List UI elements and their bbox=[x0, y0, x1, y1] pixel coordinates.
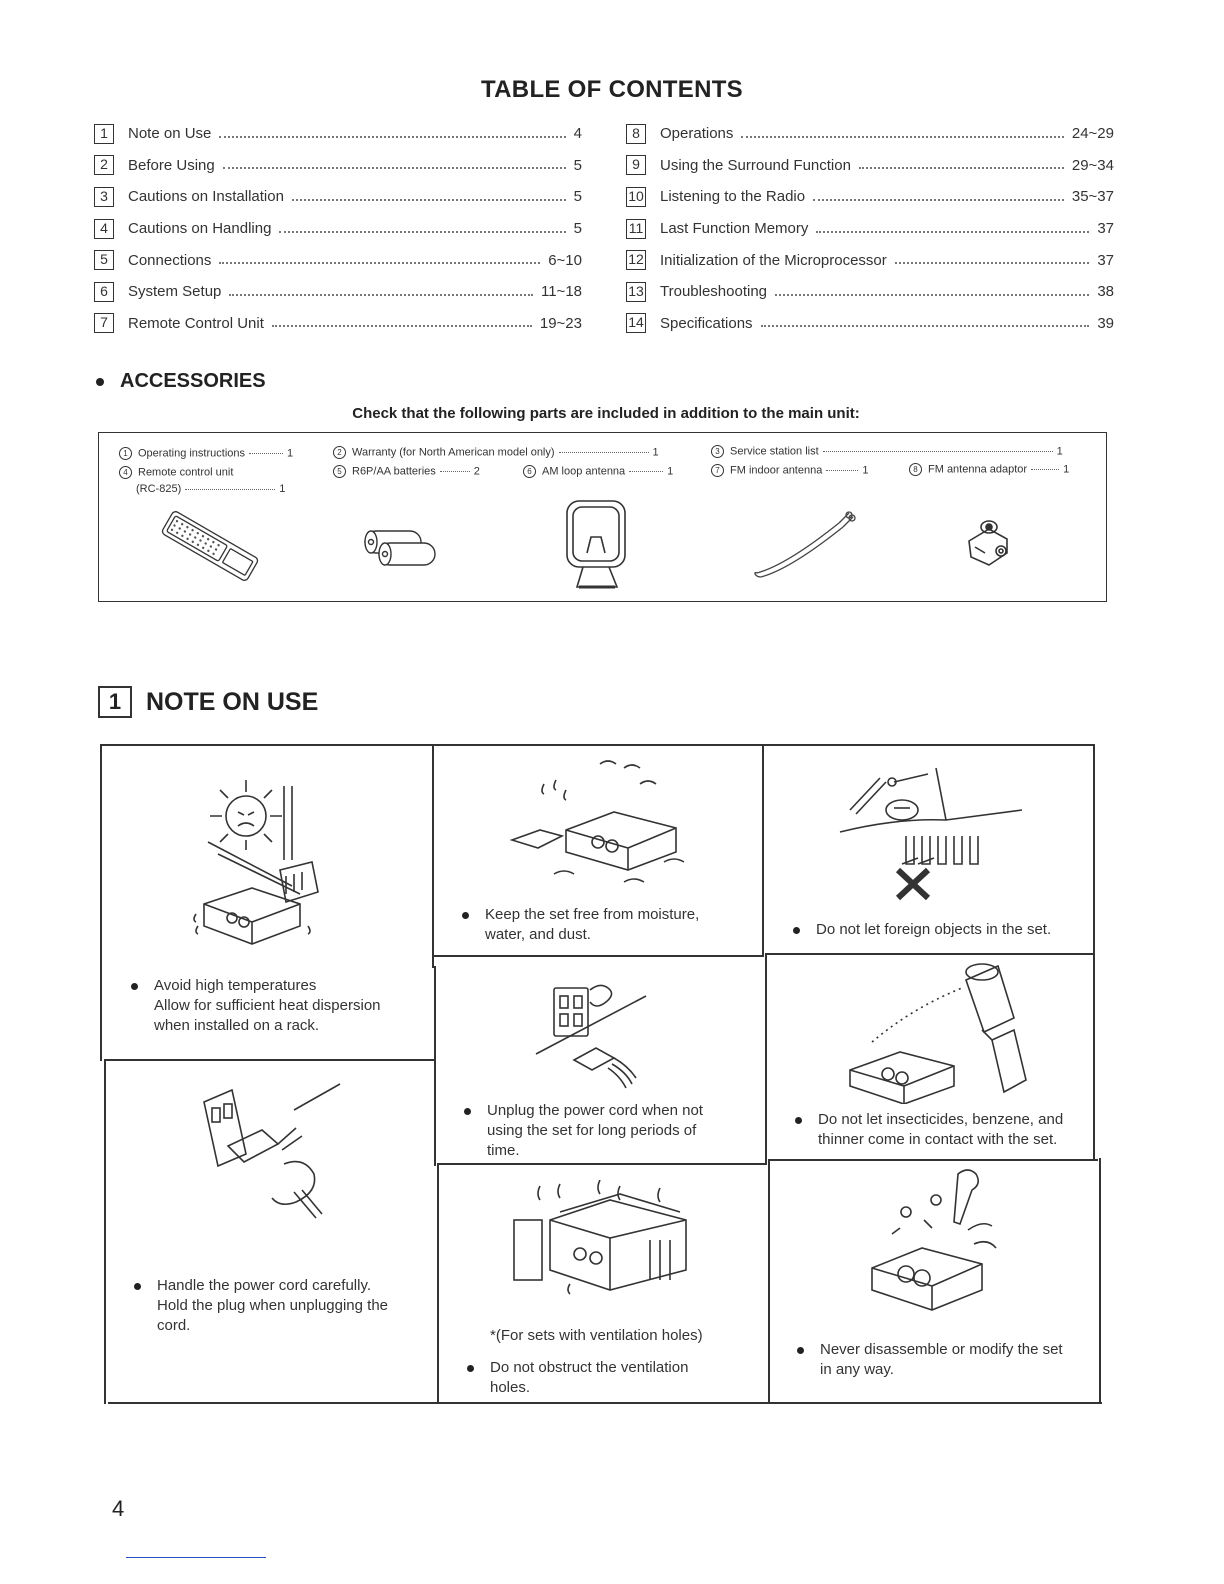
note-line: holes. bbox=[490, 1379, 531, 1396]
toc-number: 12 bbox=[626, 250, 646, 270]
accessories-box bbox=[98, 432, 1107, 602]
toc-entry[interactable] bbox=[626, 213, 1114, 245]
note-line: water, and dust. bbox=[485, 926, 591, 943]
grid-col2-a bbox=[762, 744, 764, 956]
note-line: Do not obstruct the ventilation bbox=[490, 1359, 689, 1376]
toc-leader bbox=[813, 199, 1064, 201]
note-ventilation-condition: *(For sets with ventilation holes) bbox=[490, 1327, 703, 1344]
toc-label: System Setup bbox=[128, 283, 222, 301]
toc-label: Last Function Memory bbox=[660, 220, 809, 238]
note-high-temperature bbox=[154, 976, 416, 1036]
item-leader bbox=[559, 452, 649, 453]
toc-number: 2 bbox=[94, 155, 114, 175]
note-line: cord. bbox=[157, 1317, 191, 1334]
item-number: 1 bbox=[119, 447, 132, 460]
toc-label: Using the Surround Function bbox=[660, 156, 851, 174]
grid-col1-b bbox=[434, 966, 436, 1166]
fm-indoor-antenna-illustration bbox=[749, 507, 869, 581]
note-line: Hold the plug when unplugging the bbox=[157, 1297, 389, 1314]
moisture-warning-illustration bbox=[504, 754, 704, 894]
toc-title: TABLE OF CONTENTS bbox=[481, 76, 743, 103]
toc-number: 13 bbox=[626, 282, 646, 302]
item-number: 7 bbox=[711, 464, 724, 477]
toc-number: 1 bbox=[94, 124, 114, 144]
toc-page: 11~18 bbox=[540, 283, 582, 301]
toc-entry[interactable] bbox=[94, 213, 582, 245]
note-disassemble bbox=[820, 1340, 1090, 1380]
item-qty: 1 bbox=[287, 447, 294, 460]
toc-page: 39 bbox=[1097, 314, 1114, 332]
note-unplug bbox=[487, 1101, 735, 1161]
note-line: in any way. bbox=[820, 1361, 894, 1378]
item-label: (RC-825) bbox=[136, 483, 182, 495]
note-power-cord bbox=[157, 1276, 419, 1336]
toc-entry[interactable] bbox=[94, 308, 582, 340]
page-number: 4 bbox=[112, 1496, 125, 1521]
toc-page: 19~23 bbox=[539, 314, 582, 332]
am-loop-antenna-illustration bbox=[561, 497, 631, 593]
bullet-icon bbox=[462, 912, 469, 919]
toc-leader bbox=[219, 262, 540, 264]
grid-row-mid-1 bbox=[434, 955, 764, 957]
toc-leader bbox=[775, 294, 1089, 296]
toc-number: 3 bbox=[94, 187, 114, 207]
toc-entry[interactable] bbox=[94, 244, 582, 276]
toc-entry[interactable] bbox=[626, 150, 1114, 182]
section-title: NOTE ON USE bbox=[146, 687, 319, 716]
item-number: 4 bbox=[119, 466, 132, 479]
toc-number: 5 bbox=[94, 250, 114, 270]
toc-number: 11 bbox=[626, 219, 646, 239]
item-number: 2 bbox=[333, 446, 346, 459]
toc-page: 29~34 bbox=[1071, 156, 1114, 174]
grid-row-right-1 bbox=[765, 953, 1095, 955]
grid-row-left bbox=[104, 1059, 434, 1061]
ventilation-illustration bbox=[510, 1180, 700, 1300]
toc-entry[interactable] bbox=[626, 118, 1114, 150]
grid-border-right-lower bbox=[1099, 1158, 1101, 1403]
toc-leader bbox=[292, 199, 566, 201]
toc-leader bbox=[761, 325, 1090, 327]
toc-label: Operations bbox=[660, 125, 734, 143]
toc-number: 6 bbox=[94, 282, 114, 302]
footer-rule bbox=[126, 1557, 266, 1558]
bullet-icon bbox=[797, 1347, 804, 1354]
remote-control-illustration bbox=[155, 511, 265, 581]
note-line: Do not let foreign objects in the set. bbox=[816, 921, 1052, 938]
toc-entry[interactable] bbox=[94, 118, 582, 150]
toc-leader bbox=[279, 231, 565, 233]
grid-border-left-upper bbox=[100, 744, 102, 1061]
accessory-item bbox=[119, 466, 233, 479]
item-number: 3 bbox=[711, 445, 724, 458]
item-label: AM loop antenna bbox=[542, 465, 626, 478]
toc-number: 4 bbox=[94, 219, 114, 239]
item-label: R6P/AA batteries bbox=[352, 465, 436, 478]
toc-entry[interactable] bbox=[626, 308, 1114, 340]
item-leader bbox=[440, 471, 470, 472]
grid-col2-b bbox=[765, 954, 767, 1164]
accessory-item bbox=[333, 446, 659, 459]
toc-page: 37 bbox=[1097, 251, 1114, 269]
item-label: Service station list bbox=[730, 445, 819, 458]
note-line: Avoid high temperatures bbox=[154, 977, 317, 994]
note-line: Allow for sufficient heat dispersion bbox=[154, 997, 381, 1014]
item-qty: 1 bbox=[1056, 445, 1063, 458]
toc-number: 10 bbox=[626, 187, 646, 207]
toc-right-column bbox=[626, 118, 1114, 339]
item-number: 8 bbox=[909, 463, 922, 476]
toc-entry[interactable] bbox=[626, 181, 1114, 213]
item-qty: 2 bbox=[473, 465, 480, 478]
toc-entry[interactable] bbox=[94, 150, 582, 182]
grid-col1-c bbox=[437, 1164, 439, 1404]
note-ventilation bbox=[490, 1358, 738, 1398]
toc-page: 24~29 bbox=[1071, 125, 1114, 143]
foreign-objects-illustration bbox=[836, 758, 1028, 906]
item-leader bbox=[629, 471, 663, 472]
note-line: Handle the power cord carefully. bbox=[157, 1277, 371, 1294]
toc-leader bbox=[741, 136, 1063, 138]
toc-label: Listening to the Radio bbox=[660, 188, 806, 206]
note-insecticides bbox=[818, 1110, 1088, 1150]
bullet-icon bbox=[96, 378, 104, 386]
grid-border-right-upper bbox=[1093, 744, 1095, 1160]
item-label: Warranty (for North American model only) bbox=[352, 446, 555, 459]
item-number: 5 bbox=[333, 465, 346, 478]
accessory-item bbox=[119, 447, 293, 460]
toc-label: Troubleshooting bbox=[660, 283, 768, 301]
bullet-icon bbox=[467, 1365, 474, 1372]
accessories-heading bbox=[96, 370, 266, 393]
power-cord-illustration bbox=[198, 1080, 348, 1224]
toc-label: Cautions on Installation bbox=[128, 188, 284, 206]
note-line: thinner come in contact with the set. bbox=[818, 1131, 1058, 1148]
grid-border-bottom bbox=[108, 1402, 1102, 1404]
item-qty: 1 bbox=[862, 464, 869, 477]
toc-page: 4 bbox=[573, 125, 582, 143]
section-number: 1 bbox=[98, 686, 132, 718]
batteries-illustration bbox=[357, 525, 441, 575]
toc-leader bbox=[272, 325, 532, 327]
note-moisture bbox=[485, 905, 733, 945]
heat-warning-illustration bbox=[182, 776, 320, 952]
bullet-icon bbox=[134, 1283, 141, 1290]
grid-col1-a bbox=[432, 744, 434, 968]
bullet-icon bbox=[464, 1108, 471, 1115]
toc-page: 37 bbox=[1097, 220, 1114, 238]
note-line: Do not let insecticides, benzene, and bbox=[818, 1111, 1064, 1128]
grid-row-right-2 bbox=[768, 1159, 1098, 1161]
toc-leader bbox=[229, 294, 533, 296]
item-leader bbox=[826, 470, 858, 471]
toc-number: 8 bbox=[626, 124, 646, 144]
toc-leader bbox=[223, 167, 566, 169]
toc-page: 35~37 bbox=[1071, 188, 1114, 206]
insecticide-warning-illustration bbox=[842, 958, 1028, 1104]
toc-number: 9 bbox=[626, 155, 646, 175]
toc-entry[interactable] bbox=[94, 181, 582, 213]
toc-page: 6~10 bbox=[548, 251, 582, 269]
toc-page: 38 bbox=[1097, 283, 1114, 301]
note-foreign-objects bbox=[816, 920, 1086, 940]
toc-label: Initialization of the Microprocessor bbox=[660, 251, 887, 269]
toc-leader bbox=[895, 262, 1090, 264]
note-line: time. bbox=[487, 1142, 520, 1159]
toc-label: Connections bbox=[128, 251, 212, 269]
unplug-illustration bbox=[530, 966, 670, 1090]
toc-page: 5 bbox=[573, 220, 582, 238]
item-leader bbox=[823, 451, 1053, 452]
bullet-icon bbox=[131, 983, 138, 990]
item-qty: 1 bbox=[667, 465, 674, 478]
accessory-item-continued bbox=[136, 483, 285, 495]
toc-label: Remote Control Unit bbox=[128, 314, 264, 332]
toc-label: Note on Use bbox=[128, 125, 212, 143]
accessories-note: Check that the following parts are included in addition to the main unit: bbox=[352, 405, 860, 422]
toc-number: 7 bbox=[94, 313, 114, 333]
item-label: Operating instructions bbox=[138, 447, 245, 460]
toc-entry[interactable] bbox=[626, 276, 1114, 308]
item-qty: 1 bbox=[279, 483, 286, 495]
grid-border-left-lower bbox=[104, 1059, 106, 1404]
item-label: FM antenna adaptor bbox=[928, 463, 1028, 476]
toc-leader bbox=[816, 231, 1089, 233]
disassemble-warning-illustration bbox=[862, 1164, 1008, 1314]
toc-label: Specifications bbox=[660, 314, 753, 332]
toc-leader bbox=[219, 136, 565, 138]
note-on-use-heading bbox=[98, 686, 318, 718]
accessory-item bbox=[523, 465, 673, 478]
item-qty: 1 bbox=[652, 446, 659, 459]
fm-antenna-adaptor-illustration bbox=[959, 513, 1019, 573]
grid-border-top bbox=[100, 744, 1094, 746]
note-line: Keep the set free from moisture, bbox=[485, 906, 700, 923]
toc-entry[interactable] bbox=[626, 244, 1114, 276]
toc-page: 5 bbox=[573, 188, 582, 206]
item-number: 6 bbox=[523, 465, 536, 478]
item-qty: 1 bbox=[1063, 463, 1070, 476]
note-line: Unplug the power cord when not bbox=[487, 1102, 703, 1119]
accessories-heading-text: ACCESSORIES bbox=[120, 370, 266, 392]
toc-label: Before Using bbox=[128, 156, 215, 174]
bullet-icon bbox=[793, 927, 800, 934]
note-line: Never disassemble or modify the set bbox=[820, 1341, 1063, 1358]
item-leader bbox=[1031, 469, 1059, 470]
accessory-item bbox=[711, 464, 868, 477]
item-label: FM indoor antenna bbox=[730, 464, 823, 477]
accessory-item bbox=[333, 465, 480, 478]
note-line: using the set for long periods of bbox=[487, 1122, 697, 1139]
accessory-item bbox=[909, 463, 1069, 476]
toc-number: 14 bbox=[626, 313, 646, 333]
item-label: Remote control unit bbox=[138, 466, 234, 479]
note-line: when installed on a rack. bbox=[154, 1017, 320, 1034]
toc-page: 5 bbox=[573, 156, 582, 174]
grid-row-mid-2 bbox=[437, 1163, 767, 1165]
toc-label: Cautions on Handling bbox=[128, 220, 272, 238]
accessory-item bbox=[711, 445, 1063, 458]
toc-left-column bbox=[94, 118, 582, 339]
bullet-icon bbox=[795, 1117, 802, 1124]
item-leader bbox=[185, 489, 275, 490]
item-leader bbox=[249, 453, 283, 454]
toc-entry[interactable] bbox=[94, 276, 582, 308]
grid-col2-c bbox=[768, 1160, 770, 1404]
toc-leader bbox=[859, 167, 1064, 169]
